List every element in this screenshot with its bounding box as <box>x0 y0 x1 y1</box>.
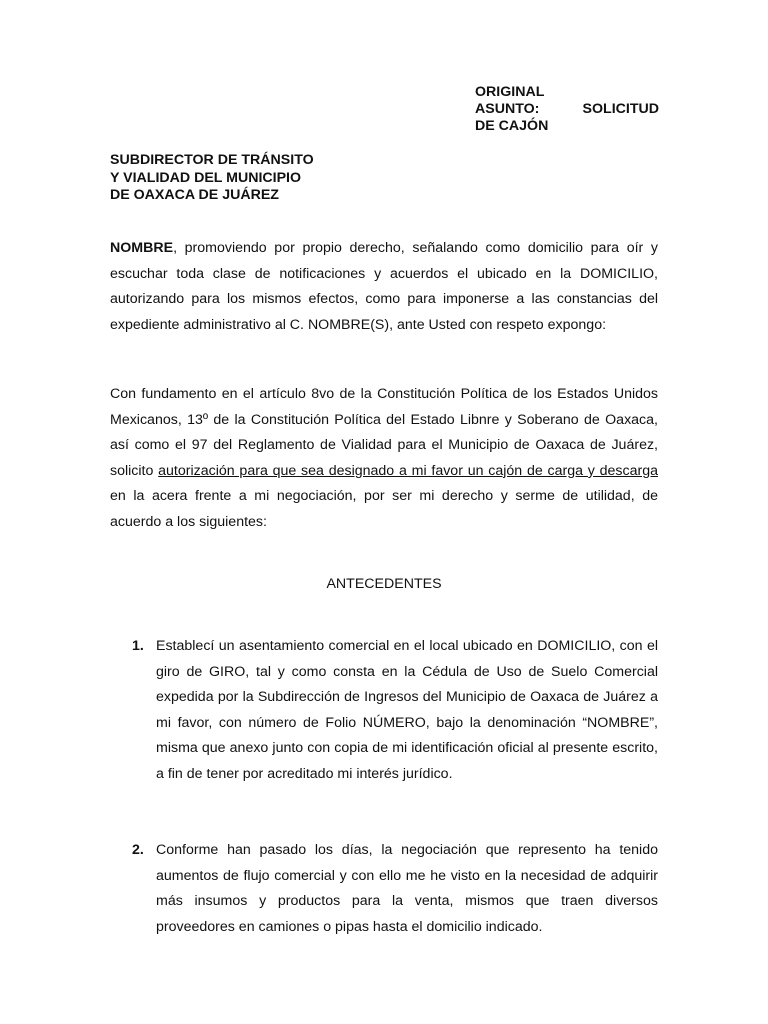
header-subject-value: SOLICITUD <box>582 101 659 117</box>
header-subject-continuation: DE CAJÓN <box>475 118 549 134</box>
petitioner-name: NOMBRE <box>110 240 174 256</box>
list-item-text: Conforme han pasado los días, la negociación que represento ha tenido aumentos de flujo comercial y con ello me he visto en la necesidad de adquirir más insumos y productos para la venta, mismos que traen diversos proveedores en camiones o pipas hasta el domicilio indicado. <box>156 842 658 935</box>
list-item-number: 2. <box>132 842 144 858</box>
list-item <box>110 634 658 788</box>
list-item-number: 1. <box>132 638 144 654</box>
request-paragraph-before: Con fundamento en el artículo 8vo de la Constitución Política de los Estados Unidos Mexicanos, 13º de la Constitución Política del Estado Libnre y Soberano de Oaxaca, así como el 97 del Reglamento de Vialidad para el Municipio de Oaxaca de Juárez, solicito <box>110 386 658 479</box>
addressee-line-2: Y VIALIDAD DEL MUNICIPIO <box>110 169 302 186</box>
addressee-block <box>110 152 314 205</box>
section-heading-antecedentes: ANTECEDENTES <box>326 576 442 592</box>
header-subject-line <box>475 101 659 118</box>
request-paragraph <box>110 382 658 536</box>
addressee-line-3: DE OAXACA DE JUÁREZ <box>110 187 279 203</box>
document-header <box>475 84 659 135</box>
intro-paragraph-text: , promoviendo por propio derecho, señalando como domicilio para oír y escuchar toda clase de notificaciones y acuerdos el ubicado en la DOMICILIO, autorizando para los mismos efectos, como para imponerse a las constancias del expediente administrativo al C. NOMBRE(S), ante Usted con respeto expongo: <box>110 240 658 333</box>
request-paragraph-after: en la acera frente a mi negociación, por ser mi derecho y serme de utilidad, de acuerdo a los siguientes: <box>110 488 658 530</box>
header-original: ORIGINAL <box>475 84 545 100</box>
addressee-line-1: SUBDIRECTOR DE TRÁNSITO <box>110 152 314 168</box>
request-underlined-text: autorización para que sea designado a mi favor un cajón de carga y descarga <box>158 462 658 479</box>
list-item-text: Establecí un asentamiento comercial en el local ubicado en DOMICILIO, con el giro de GIRO, tal y como consta en la Cédula de Uso de Suelo Comercial expedida por la Subdirección de Ingresos del Municipio de Oaxaca de Juárez a mi favor, con número de Folio NÚMERO, bajo la denominación “NOMBRE”, misma que anexo junto con copia de mi identificación oficial al presente escrito, a fin de tener por acreditado mi interés jurídico. <box>156 638 658 782</box>
header-subject-label: ASUNTO: <box>475 101 540 117</box>
intro-paragraph <box>110 236 658 338</box>
list-item <box>110 838 658 940</box>
